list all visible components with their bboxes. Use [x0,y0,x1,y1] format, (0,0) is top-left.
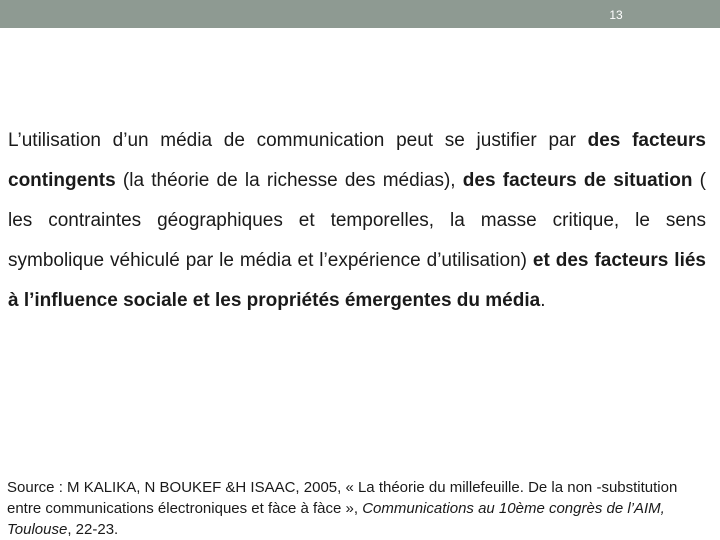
text-segment: L’utilisation d’un média de communication peut se justifier par [8,130,588,151]
source-citation [7,477,713,540]
citation-text: Source : M KALIKA, N BOUKEF &H ISAAC, 2005, « La théorie du millefeuille. De la non -substitution entre communications électroniques et fàce à fàce », [7,479,678,517]
bold-segment-social-influence: et des facteurs liés à l’influence sociale et les propriétés émergentes du média [8,250,706,311]
header-bar [0,0,720,28]
citation-text: , 22-23. [67,521,119,538]
citation-italic: Communications au 10ème congrès de l’AIM, Toulouse [7,500,665,538]
bold-segment-situation-factors: des facteurs de situation [462,170,693,191]
page-number: 13 [609,8,623,22]
bold-segment-contingent-factors: des facteurs contingents [8,130,706,191]
text-segment: (la théorie de la richesse des médias), [115,170,463,191]
body-paragraph [8,121,706,321]
text-segment: ( les contraintes géographiques et temporelles, la masse critique, le sens symbolique véhiculé par le média et l’expérience d’utilisation) [8,170,706,271]
text-segment: . [540,290,546,311]
